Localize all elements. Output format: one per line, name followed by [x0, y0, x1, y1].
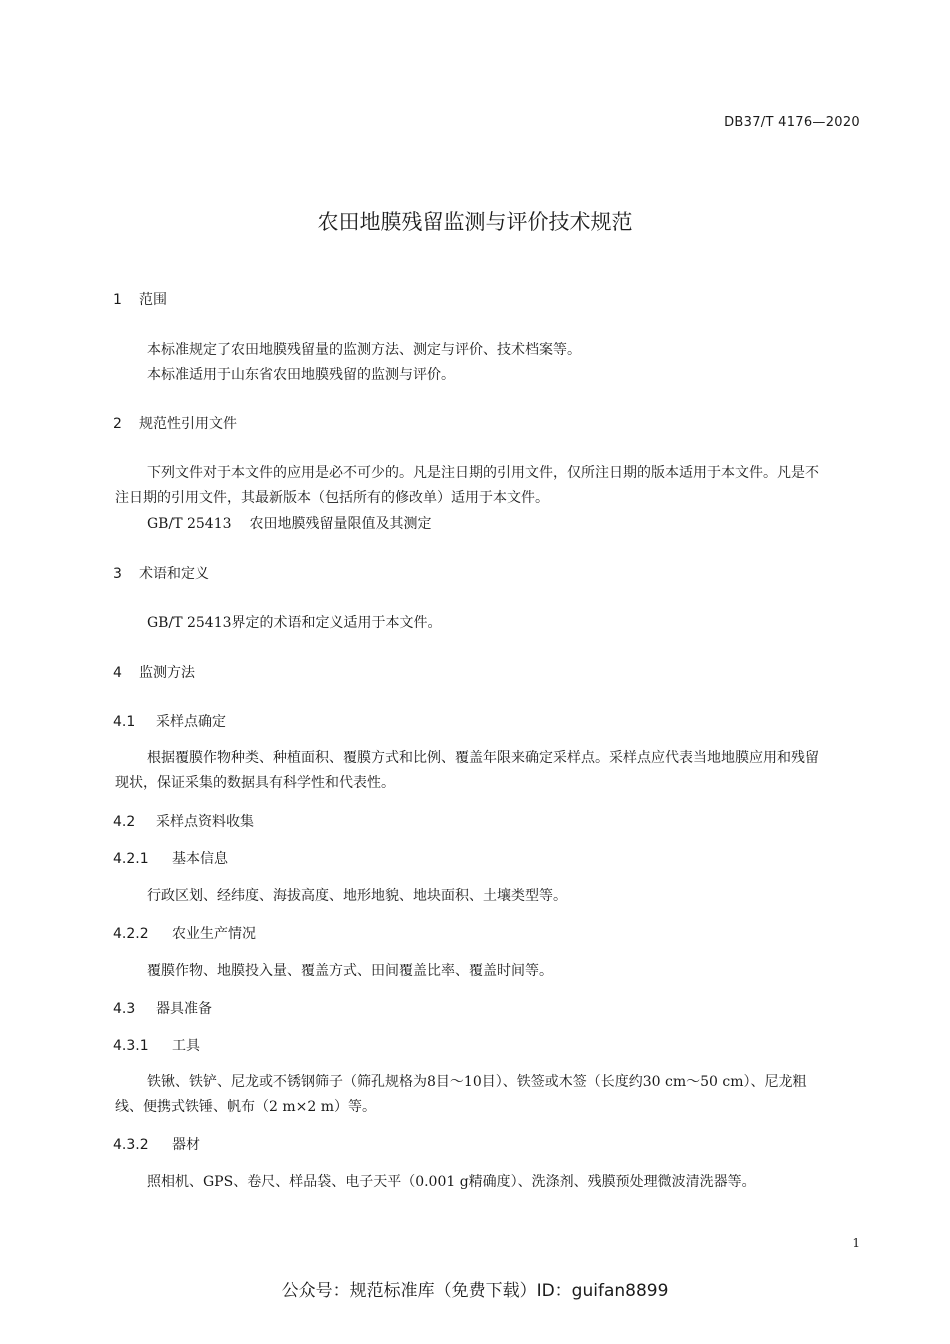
section-heading-3 [113, 563, 209, 583]
section-number: 3 [113, 566, 122, 582]
normative-reference [147, 513, 432, 533]
reference-title: 农田地膜残留量限值及其测定 [249, 516, 432, 532]
paragraph: 行政区划、经纬度、海拔高度、地形地貌、地块面积、土壤类型等。 [147, 888, 567, 904]
section-number: 4 [113, 665, 122, 681]
paragraph: 覆膜作物、地膜投入量、覆盖方式、田间覆盖比率、覆盖时间等。 [147, 963, 553, 979]
section-title: 采样点确定 [156, 714, 226, 730]
subsection-heading-4-1 [113, 711, 226, 731]
section-title: 基本信息 [172, 851, 228, 867]
standard-code: DB37/T 4176—2020 [724, 115, 860, 130]
section-title: 范围 [139, 292, 167, 308]
paragraph: 本标准规定了农田地膜残留量的监测方法、测定与评价、技术档案等。 [147, 342, 581, 358]
section-heading-4 [113, 662, 195, 682]
document-title: 农田地膜残留监测与评价技术规范 [317, 210, 633, 234]
paragraph: 照相机、GPS、卷尺、样品袋、电子天平（0.001 g精确度）、洗涤剂、残膜预处理微波清洗器等。 [147, 1174, 756, 1190]
section-title: 器材 [172, 1137, 200, 1153]
subsection-heading-4-3 [113, 998, 212, 1018]
section-title: 农业生产情况 [172, 926, 256, 942]
page-number: 1 [852, 1236, 860, 1250]
paragraph: 铁锹、铁铲、尼龙或不锈钢筛子（筛孔规格为8目～10目）、铁签或木签（长度约30 cm～50 cm）、尼龙粗线、便携式铁锤、帆布（2 m×2 m）等。 [115, 1074, 807, 1115]
section-number: 4.3.2 [113, 1137, 149, 1153]
subsection-heading-4-3-2 [113, 1134, 200, 1154]
section-title: 规范性引用文件 [139, 416, 237, 432]
paragraph: 根据覆膜作物种类、种植面积、覆膜方式和比例、覆盖年限来确定采样点。采样点应代表当地地膜应用和残留现状，保证采集的数据具有科学性和代表性。 [115, 750, 819, 791]
section-heading-2 [113, 413, 237, 433]
section-number: 4.2.2 [113, 926, 149, 942]
subsection-heading-4-2-1 [113, 848, 228, 868]
section-number: 4.3 [113, 1001, 136, 1017]
section-number: 4.3.1 [113, 1038, 149, 1054]
section-title: 术语和定义 [139, 566, 209, 582]
section-title: 工具 [172, 1038, 200, 1054]
section-heading-1 [113, 289, 167, 309]
reference-code: GB/T 25413 [147, 516, 232, 532]
section-number: 4.2.1 [113, 851, 149, 867]
footer-watermark-text: 公众号：规范标准库（免费下载）ID：guifan8899 [281, 1281, 669, 1301]
subsection-heading-4-3-1 [113, 1035, 200, 1055]
section-title: 监测方法 [139, 665, 195, 681]
paragraph: GB/T 25413界定的术语和定义适用于本文件。 [147, 615, 442, 631]
section-title: 器具准备 [156, 1001, 212, 1017]
section-number: 4.1 [113, 714, 136, 730]
subsection-heading-4-2 [113, 811, 254, 831]
section-title: 采样点资料收集 [156, 814, 254, 830]
paragraph: 下列文件对于本文件的应用是必不可少的。凡是注日期的引用文件，仅所注日期的版本适用于本文件。凡是不注日期的引用文件，其最新版本（包括所有的修改单）适用于本文件。 [115, 465, 819, 506]
subsection-heading-4-2-2 [113, 923, 256, 943]
section-number: 1 [113, 292, 122, 308]
section-number: 2 [113, 416, 122, 432]
section-number: 4.2 [113, 814, 136, 830]
paragraph: 本标准适用于山东省农田地膜残留的监测与评价。 [147, 367, 455, 383]
